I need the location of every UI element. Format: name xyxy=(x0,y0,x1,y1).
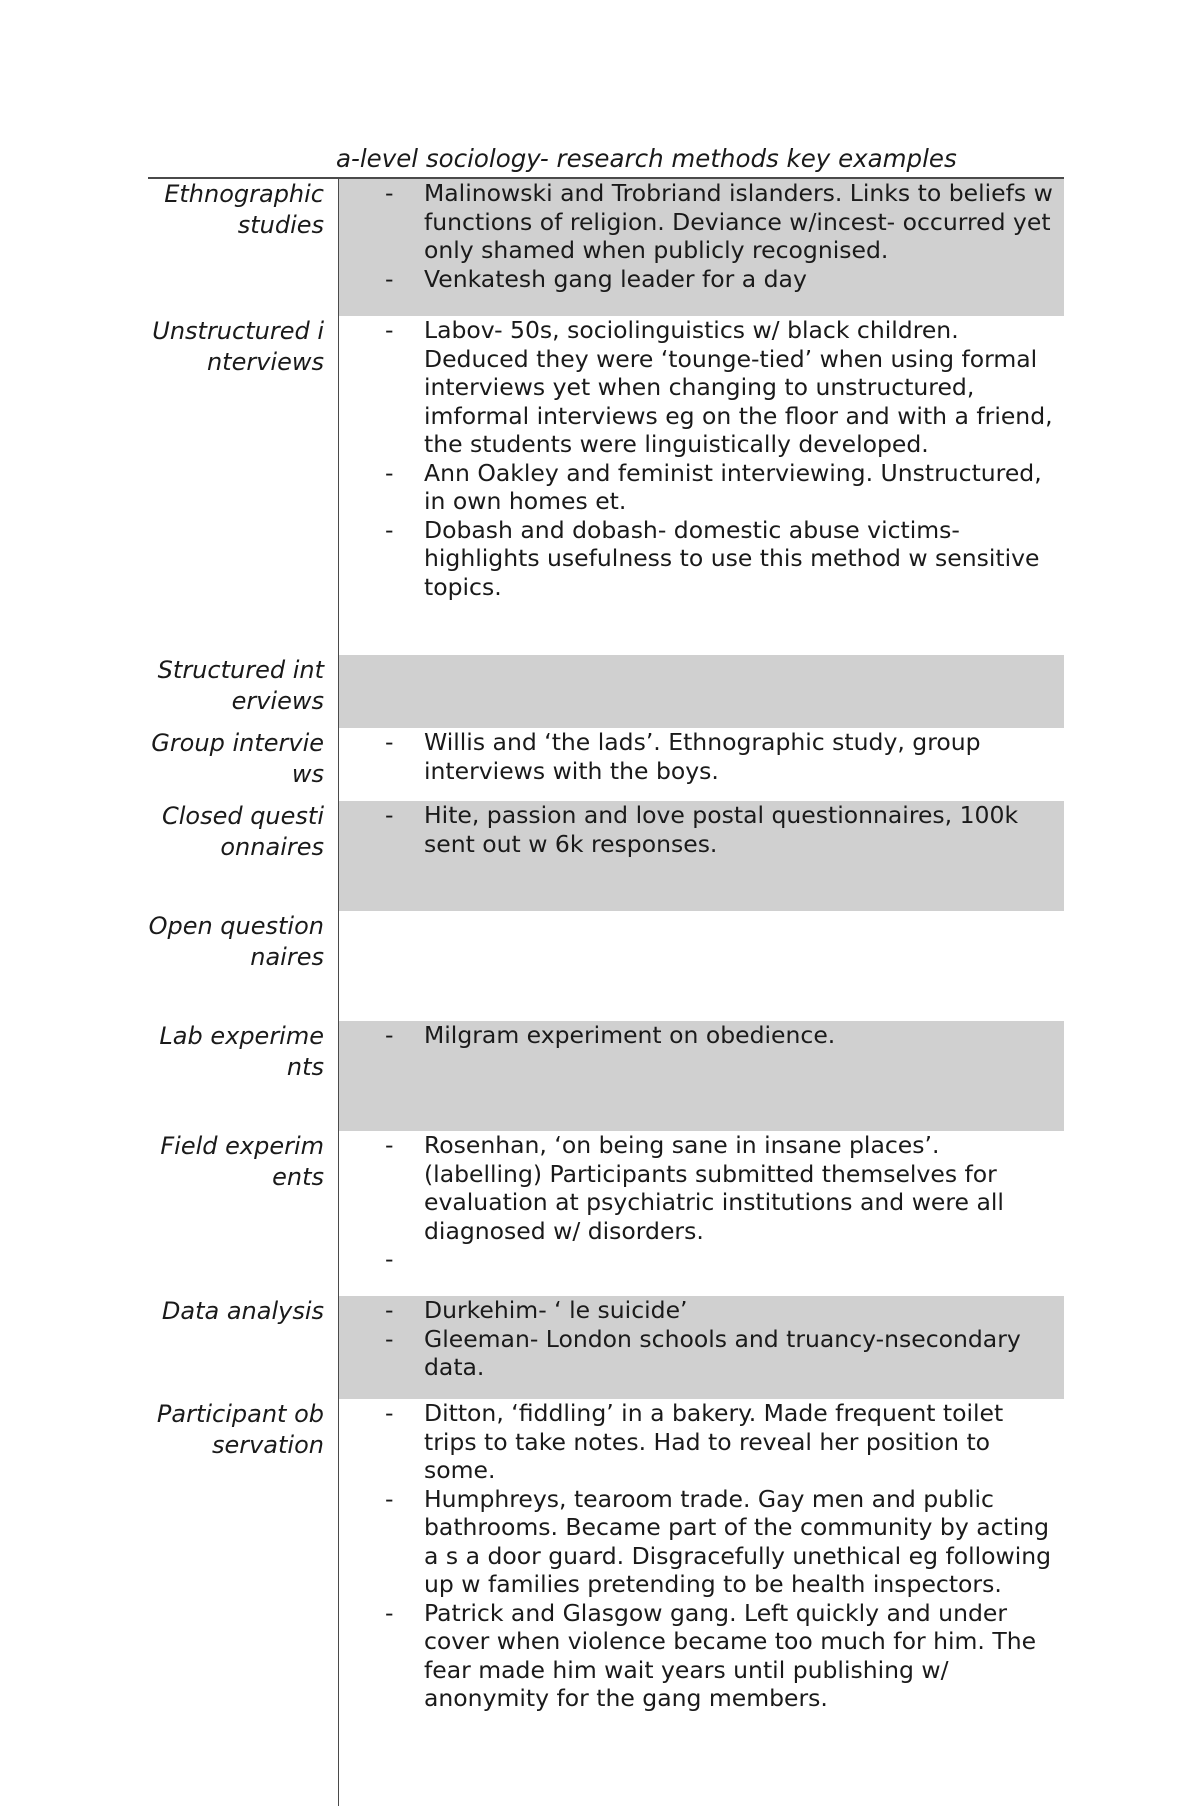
bullet-dash: - xyxy=(385,1296,394,1324)
method-examples-cell xyxy=(339,1021,1065,1131)
methods-table-wrapper xyxy=(148,177,1064,1806)
examples-list xyxy=(339,1399,1064,1713)
method-examples-cell xyxy=(339,316,1065,655)
example-text: Durkehim- ‘ le suicide’ xyxy=(424,1296,688,1324)
method-label: Unstructured interviews xyxy=(148,316,339,655)
example-list-item xyxy=(339,265,1064,294)
bullet-dash: - xyxy=(385,1324,394,1353)
method-examples-cell xyxy=(339,801,1065,911)
method-label: Group interviews xyxy=(148,728,339,801)
example-list-item xyxy=(339,516,1064,602)
research-methods-table xyxy=(148,179,1064,1806)
method-row xyxy=(148,801,1064,911)
method-row xyxy=(148,1296,1064,1399)
example-text: Dobash and dobash- domestic abuse victims- highlights usefulness to use this method w sensitive topics. xyxy=(424,515,1040,601)
method-row xyxy=(148,728,1064,801)
examples-list xyxy=(339,316,1064,601)
bullet-dash: - xyxy=(385,728,394,756)
example-list-item xyxy=(339,1245,1064,1274)
method-label: Participant observation xyxy=(148,1399,339,1806)
method-label: Field experiments xyxy=(148,1131,339,1296)
bullet-dash: - xyxy=(385,1021,394,1049)
examples-list xyxy=(339,1296,1064,1382)
method-examples-cell xyxy=(339,728,1065,801)
method-label: Closed questionnaires xyxy=(148,801,339,911)
example-text: Gleeman- London schools and truancy-nsecondary data. xyxy=(424,1324,1021,1381)
examples-list xyxy=(339,1131,1064,1274)
example-list-item xyxy=(339,1399,1064,1485)
bullet-dash: - xyxy=(385,1245,394,1273)
example-list-item xyxy=(339,1021,1064,1050)
method-label: Data analysis xyxy=(148,1296,339,1399)
example-list-item xyxy=(339,1485,1064,1599)
example-text: Ann Oakley and feminist interviewing. Unstructured, in own homes et. xyxy=(424,458,1042,515)
method-row xyxy=(148,179,1064,316)
example-text: Hite, passion and love postal questionnaires, 100k sent out w 6k responses. xyxy=(424,801,1019,858)
example-text: Humphreys, tearoom trade. Gay men and public bathrooms. Became part of the community by acting a s a door guard. Disgracefully unethical eg following up w families pretending to be health inspectors. xyxy=(424,1484,1052,1598)
method-examples-cell xyxy=(339,1399,1065,1806)
example-text: Milgram experiment on obedience. xyxy=(424,1021,836,1049)
examples-list xyxy=(339,179,1064,293)
method-examples-cell xyxy=(339,655,1065,728)
example-text: Willis and ‘the lads’. Ethnographic study, group interviews with the boys. xyxy=(424,728,981,785)
bullet-dash: - xyxy=(385,801,394,829)
example-text: Ditton, ‘fiddling’ in a bakery. Made frequent toilet trips to take notes. Had to reveal her position to some. xyxy=(424,1399,1004,1484)
method-row xyxy=(148,911,1064,1021)
bullet-dash: - xyxy=(385,179,394,207)
method-label: Ethnographic studies xyxy=(148,179,339,316)
method-row xyxy=(148,655,1064,728)
method-examples-cell xyxy=(339,1296,1065,1399)
table-body xyxy=(148,179,1064,1806)
bullet-dash: - xyxy=(385,1399,394,1427)
method-row xyxy=(148,1131,1064,1296)
examples-list xyxy=(339,728,1064,785)
example-list-item xyxy=(339,728,1064,785)
example-list-item xyxy=(339,316,1064,459)
examples-list xyxy=(339,1021,1064,1050)
example-list-item xyxy=(339,801,1064,858)
examples-list xyxy=(339,801,1064,858)
bullet-dash: - xyxy=(385,1598,394,1627)
method-examples-cell xyxy=(339,179,1065,316)
method-label: Structured interviews xyxy=(148,655,339,728)
example-text: Patrick and Glasgow gang. Left quickly and under cover when violence became too much for him. The fear made him wait years until publishing w/ anonymity for the gang members. xyxy=(424,1598,1037,1712)
example-list-item xyxy=(339,1599,1064,1713)
example-text: Malinowski and Trobriand islanders. Links to beliefs w functions of religion. Deviance w/incest- occurred yet only shamed when publicly recognised. xyxy=(424,179,1053,264)
example-text: Rosenhan, ‘on being sane in insane places’. (labelling) Participants submitted themselves for evaluation at psychiatric institutions and were all diagnosed w/ disorders. xyxy=(424,1131,1004,1245)
bullet-dash: - xyxy=(385,458,394,487)
example-list-item xyxy=(339,1296,1064,1325)
method-label: Lab experiments xyxy=(148,1021,339,1131)
method-examples-cell xyxy=(339,1131,1065,1296)
example-list-item xyxy=(339,179,1064,265)
method-row xyxy=(148,1021,1064,1131)
page-title: a-level sociology- research methods key examples xyxy=(336,144,957,173)
bullet-dash: - xyxy=(385,264,394,293)
bullet-dash: - xyxy=(385,316,394,344)
bullet-dash: - xyxy=(385,1131,394,1159)
example-text: Venkatesh gang leader for a day xyxy=(424,264,807,293)
bullet-dash: - xyxy=(385,1484,394,1513)
bullet-dash: - xyxy=(385,515,394,544)
example-list-item xyxy=(339,459,1064,516)
example-list-item xyxy=(339,1131,1064,1245)
method-label: Open questionnaires xyxy=(148,911,339,1021)
method-row xyxy=(148,316,1064,655)
example-text: Labov- 50s, sociolinguistics w/ black children. Deduced they were ‘tounge-tied’ when using formal interviews yet when changing to unstructured, imformal interviews eg on the floor and with a friend, the students were linguistically developed. xyxy=(424,316,1053,458)
method-row xyxy=(148,1399,1064,1806)
example-list-item xyxy=(339,1325,1064,1382)
method-examples-cell xyxy=(339,911,1065,1021)
